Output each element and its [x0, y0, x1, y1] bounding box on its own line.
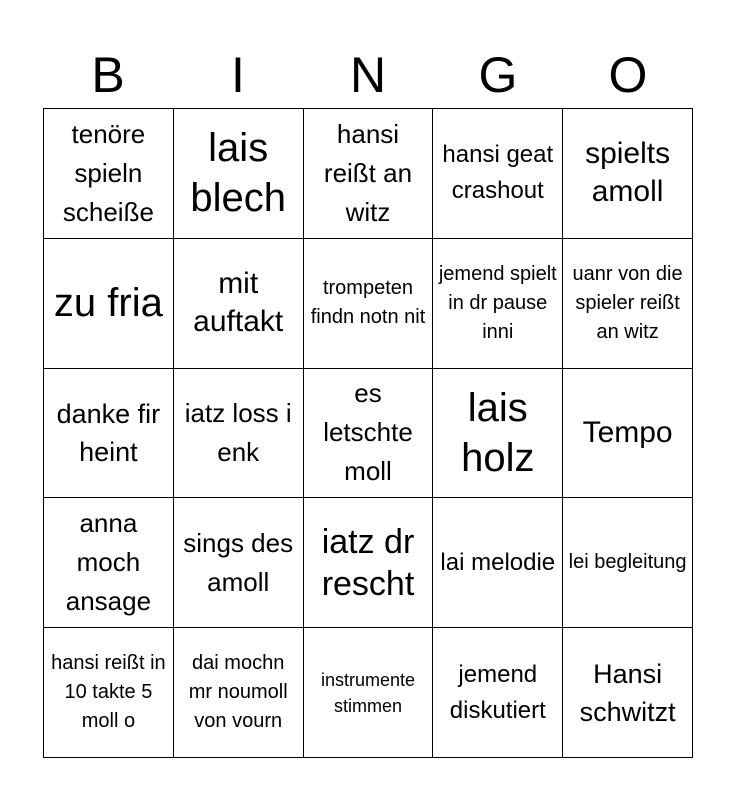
bingo-cell[interactable] [433, 628, 563, 758]
cell-text: Hansi schwitzt [579, 658, 676, 727]
bingo-cell[interactable] [304, 628, 434, 758]
bingo-cell[interactable] [44, 498, 174, 628]
cell-text: lei begleitung [568, 551, 687, 574]
bingo-cell[interactable] [44, 628, 174, 758]
cell-text: zu fria [53, 281, 163, 326]
cell-text: hansi reißt in 10 takte 5 moll o [51, 652, 166, 733]
bingo-cell[interactable] [44, 109, 174, 239]
header-letter-i: I [231, 47, 245, 103]
header-letter-g: G [478, 47, 518, 103]
cell-text: instrumente stimmen [320, 669, 416, 716]
bingo-cell[interactable] [304, 498, 434, 628]
bingo-header [43, 45, 693, 105]
cell-text: lais blech [190, 126, 286, 221]
cell-text: hansi geat crashout [442, 141, 554, 205]
cell-text: sings des amoll [183, 527, 294, 597]
bingo-cell[interactable] [174, 628, 304, 758]
bingo-cell[interactable] [563, 628, 693, 758]
bingo-cell[interactable] [304, 109, 434, 239]
cell-text: anna moch ansage [65, 508, 152, 617]
bingo-cell[interactable] [174, 109, 304, 239]
cell-text: tenöre spieln scheiße [62, 118, 154, 227]
header-letter-b: B [91, 47, 125, 103]
bingo-cell[interactable] [433, 369, 563, 499]
cell-text: spielts amoll [585, 137, 671, 209]
bingo-cell[interactable] [433, 109, 563, 239]
cell-text: dai mochn mr noumoll von vourn [188, 652, 288, 733]
bingo-cell[interactable] [174, 239, 304, 369]
cell-text: trompeten findn notn nit [310, 277, 426, 329]
cell-text: es letschte moll [323, 378, 413, 487]
header-letter-o: O [608, 47, 648, 103]
cell-text: lai melodie [440, 548, 556, 576]
cell-text: Tempo [582, 415, 673, 449]
bingo-cell[interactable] [433, 239, 563, 369]
bingo-cell[interactable] [433, 498, 563, 628]
bingo-cell[interactable] [563, 369, 693, 499]
bingo-cell[interactable] [174, 498, 304, 628]
bingo-cell[interactable] [304, 369, 434, 499]
cell-text: hansi reißt an witz [323, 118, 413, 227]
bingo-cell[interactable] [304, 239, 434, 369]
cell-text: jemend spielt in dr pause inni [438, 262, 557, 343]
cell-text: uanr von die spieler reißt an witz [572, 262, 683, 343]
bingo-cell[interactable] [563, 498, 693, 628]
cell-text: iatz loss i enk [184, 397, 292, 467]
bingo-cell[interactable] [174, 369, 304, 499]
bingo-cell[interactable] [44, 369, 174, 499]
cell-text: danke fir heint [56, 398, 161, 467]
cell-text: iatz dr rescht [321, 522, 415, 603]
cell-text: jemend diskutiert [449, 660, 546, 724]
bingo-cell[interactable] [563, 239, 693, 369]
bingo-cell[interactable] [563, 109, 693, 239]
bingo-cell[interactable] [44, 239, 174, 369]
cell-text: mit auftakt [193, 267, 284, 339]
cell-text: lais holz [461, 385, 535, 480]
header-letter-n: N [349, 47, 387, 103]
bingo-grid [43, 108, 693, 758]
